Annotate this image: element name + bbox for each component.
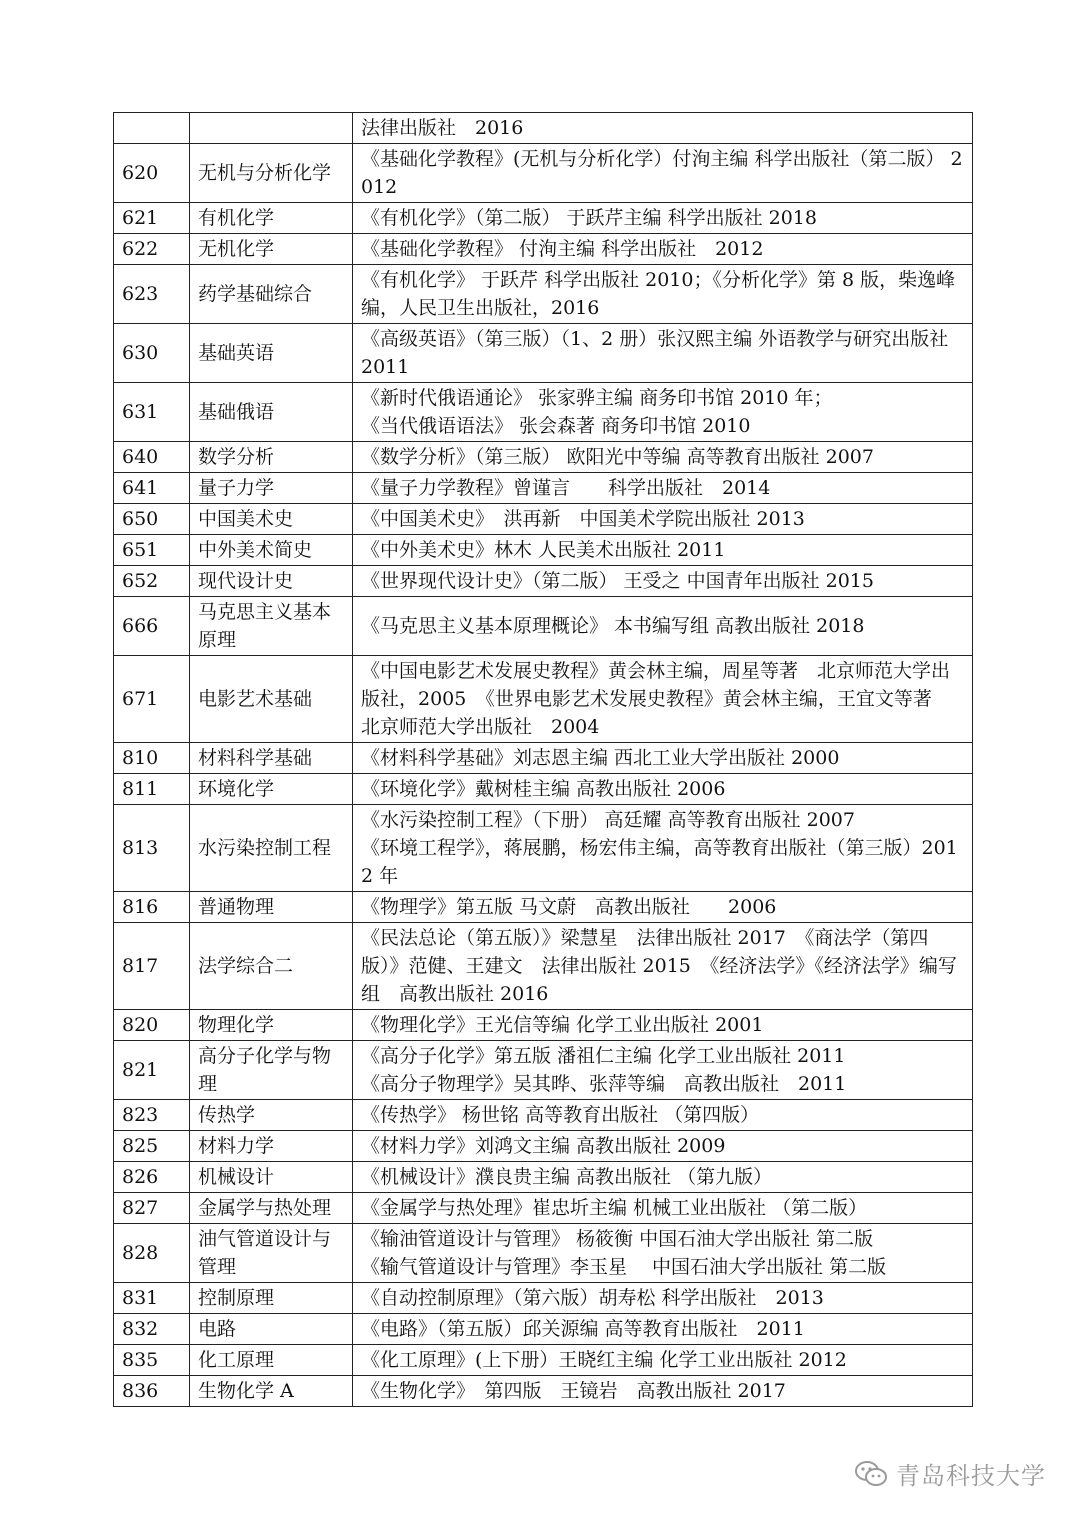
subject-cell: 材料科学基础 xyxy=(190,743,353,774)
course-code-cell: 621 xyxy=(114,203,190,234)
reference-book-entry: 《基础化学教程》 付洵主编 科学出版社 2012 xyxy=(361,238,764,260)
course-code-cell: 623 xyxy=(114,265,190,324)
course-code-cell xyxy=(114,113,190,144)
table-row xyxy=(114,656,973,743)
course-code-cell: 836 xyxy=(114,1376,190,1407)
course-code-cell: 650 xyxy=(114,504,190,535)
reference-book-entry: 《民法总论（第五版）》梁慧星 法律出版社 2017 《商法学（第四版）》范健、王建文 法律出版社 2015 《经济法学》《经济法学》编写组 高教出版社 2016 xyxy=(361,927,957,1005)
watermark xyxy=(854,1456,1046,1491)
table-body xyxy=(114,113,973,1407)
table-row xyxy=(114,892,973,923)
table-row xyxy=(114,203,973,234)
course-code-cell: 811 xyxy=(114,774,190,805)
reference-book-entry: 《有机化学》 于跃芹 科学出版社 2010；《分析化学》第 8 版，柴逸峰编，人民卫生出版社，2016 xyxy=(361,269,956,319)
reference-books-cell xyxy=(353,597,973,656)
reference-book-entry: 《机械设计》濮良贵主编 高教出版社 （第九版） xyxy=(361,1166,773,1188)
subject-cell: 水污染控制工程 xyxy=(190,805,353,892)
subject-cell: 数学分析 xyxy=(190,442,353,473)
table-row xyxy=(114,324,973,383)
reference-book-entry: 《化工原理》(上下册）王晓红主编 化学工业出版社 2012 xyxy=(361,1349,847,1371)
course-code-cell: 832 xyxy=(114,1314,190,1345)
reference-books-cell xyxy=(353,1100,973,1131)
reference-books-cell xyxy=(353,535,973,566)
subject-cell: 化工原理 xyxy=(190,1345,353,1376)
course-code-cell: 651 xyxy=(114,535,190,566)
reference-book-entry: 《新时代俄语通论》 张家骅主编 商务印书馆 2010 年； xyxy=(361,387,833,409)
course-code-cell: 823 xyxy=(114,1100,190,1131)
reference-books-cell xyxy=(353,1041,973,1100)
subject-cell: 有机化学 xyxy=(190,203,353,234)
reference-books-cell xyxy=(353,1345,973,1376)
watermark-text: 青岛科技大学 xyxy=(896,1462,1046,1490)
subject-cell: 基础英语 xyxy=(190,324,353,383)
reference-book-entry: 《自动控制原理》（第六版）胡寿松 科学出版社 2013 xyxy=(361,1287,824,1309)
table-row xyxy=(114,743,973,774)
subject-cell: 中外美术简史 xyxy=(190,535,353,566)
subject-cell: 无机化学 xyxy=(190,234,353,265)
reference-book-entry: 《材料科学基础》刘志恩主编 西北工业大学出版社 2000 xyxy=(361,747,840,769)
course-code-cell: 820 xyxy=(114,1010,190,1041)
reference-book-entry: 《电路》（第五版）邱关源编 高等教育出版社 2011 xyxy=(361,1318,805,1340)
course-code-cell: 666 xyxy=(114,597,190,656)
table-row xyxy=(114,535,973,566)
course-code-cell: 826 xyxy=(114,1162,190,1193)
subject-cell: 无机与分析化学 xyxy=(190,144,353,203)
reference-books-cell xyxy=(353,805,973,892)
subject-cell: 控制原理 xyxy=(190,1283,353,1314)
reference-book-entry: 《生物化学》 第四版 王镜岩 高教出版社 2017 xyxy=(361,1380,786,1402)
subject-cell: 高分子化学与物理 xyxy=(190,1041,353,1100)
reference-book-entry: 《传热学》 杨世铭 高等教育出版社 （第四版） xyxy=(361,1104,760,1126)
course-code-cell: 816 xyxy=(114,892,190,923)
subject-cell: 基础俄语 xyxy=(190,383,353,442)
table-row xyxy=(114,1283,973,1314)
reference-books-cell xyxy=(353,774,973,805)
table-row xyxy=(114,144,973,203)
table-row xyxy=(114,113,973,144)
subject-cell: 传热学 xyxy=(190,1100,353,1131)
course-code-cell: 817 xyxy=(114,923,190,1010)
course-code-cell: 641 xyxy=(114,473,190,504)
reference-book-entry: 《环境化学》戴树桂主编 高教出版社 2006 xyxy=(361,778,726,800)
subject-cell: 法学综合二 xyxy=(190,923,353,1010)
reference-books-cell xyxy=(353,1131,973,1162)
table-row xyxy=(114,774,973,805)
subject-cell: 药学基础综合 xyxy=(190,265,353,324)
reference-books-cell xyxy=(353,265,973,324)
table-row xyxy=(114,234,973,265)
reference-book-entry: 《高分子化学》第五版 潘祖仁主编 化学工业出版社 2011 xyxy=(361,1045,846,1067)
reference-book-table xyxy=(113,112,973,1407)
reference-books-cell xyxy=(353,324,973,383)
reference-books-cell xyxy=(353,1010,973,1041)
reference-books-cell xyxy=(353,1162,973,1193)
course-code-cell: 622 xyxy=(114,234,190,265)
table-row xyxy=(114,1162,973,1193)
reference-book-entry: 《当代俄语语法》 张会森著 商务印书馆 2010 xyxy=(361,415,751,437)
course-code-cell: 620 xyxy=(114,144,190,203)
reference-book-entry: 《材料力学》刘鸿文主编 高教出版社 2009 xyxy=(361,1135,726,1157)
reference-books-cell xyxy=(353,234,973,265)
subject-cell: 电影艺术基础 xyxy=(190,656,353,743)
reference-book-entry: 《高级英语》（第三版）（1、2 册）张汉熙主编 外语教学与研究出版社 2011 xyxy=(361,328,949,378)
reference-books-cell xyxy=(353,1314,973,1345)
table-row xyxy=(114,1345,973,1376)
reference-books-cell xyxy=(353,1224,973,1283)
course-code-cell: 630 xyxy=(114,324,190,383)
reference-book-entry: 《基础化学教程》(无机与分析化学）付洵主编 科学出版社（第二版） 2012 xyxy=(361,148,963,198)
table-row xyxy=(114,473,973,504)
course-code-cell: 631 xyxy=(114,383,190,442)
reference-book-entry: 《环境工程学》，蒋展鹏，杨宏伟主编，高等教育出版社（第三版）2012 年 xyxy=(361,837,958,887)
reference-book-entry: 《金属学与热处理》崔忠圻主编 机械工业出版社 （第二版） xyxy=(361,1197,868,1219)
reference-books-cell xyxy=(353,442,973,473)
reference-book-entry: 《马克思主义基本原理概论》 本书编写组 高教出版社 2018 xyxy=(361,615,865,637)
table-row xyxy=(114,1100,973,1131)
reference-books-cell xyxy=(353,473,973,504)
reference-books-cell xyxy=(353,923,973,1010)
table-row xyxy=(114,1131,973,1162)
table-row xyxy=(114,923,973,1010)
subject-cell xyxy=(190,113,353,144)
reference-books-cell xyxy=(353,892,973,923)
reference-books-cell xyxy=(353,1283,973,1314)
reference-books-cell xyxy=(353,566,973,597)
subject-cell: 机械设计 xyxy=(190,1162,353,1193)
table-row xyxy=(114,1010,973,1041)
subject-cell: 中国美术史 xyxy=(190,504,353,535)
course-code-cell: 827 xyxy=(114,1193,190,1224)
reference-book-entry: 《输气管道设计与管理》李玉星 中国石油大学出版社 第二版 xyxy=(361,1256,887,1278)
table-row xyxy=(114,1314,973,1345)
table-row xyxy=(114,597,973,656)
table-row xyxy=(114,265,973,324)
course-code-cell: 835 xyxy=(114,1345,190,1376)
subject-cell: 材料力学 xyxy=(190,1131,353,1162)
table-row xyxy=(114,442,973,473)
table-row xyxy=(114,1193,973,1224)
reference-book-entry: 《输油管道设计与管理》 杨筱衡 中国石油大学出版社 第二版 xyxy=(361,1228,874,1250)
table-row xyxy=(114,383,973,442)
subject-cell: 油气管道设计与管理 xyxy=(190,1224,353,1283)
course-code-cell: 821 xyxy=(114,1041,190,1100)
reference-books-cell xyxy=(353,1376,973,1407)
reference-book-entry: 《数学分析》（第三版） 欧阳光中等编 高等教育出版社 2007 xyxy=(361,446,874,468)
reference-books-cell xyxy=(353,113,973,144)
reference-book-entry: 《中国电影艺术发展史教程》黄会林主编，周星等著 北京师范大学出版社，2005 《世界电影艺术发展史教程》黄会林主编，王宜文等著 北京师范大学出版社 2004 xyxy=(361,660,951,738)
course-code-cell: 813 xyxy=(114,805,190,892)
table-row xyxy=(114,805,973,892)
table-row xyxy=(114,504,973,535)
reference-books-cell xyxy=(353,743,973,774)
reference-books-cell xyxy=(353,383,973,442)
subject-cell: 普通物理 xyxy=(190,892,353,923)
course-code-cell: 640 xyxy=(114,442,190,473)
reference-book-entry: 《物理学》第五版 马文蔚 高教出版社 2006 xyxy=(361,896,777,918)
reference-books-cell xyxy=(353,1193,973,1224)
course-code-cell: 831 xyxy=(114,1283,190,1314)
reference-book-entry: 《中外美术史》林木 人民美术出版社 2011 xyxy=(361,539,726,561)
wechat-icon xyxy=(854,1459,888,1489)
course-code-cell: 652 xyxy=(114,566,190,597)
subject-cell: 物理化学 xyxy=(190,1010,353,1041)
course-code-cell: 828 xyxy=(114,1224,190,1283)
reference-books-cell xyxy=(353,504,973,535)
reference-book-entry: 《世界现代设计史》（第二版） 王受之 中国青年出版社 2015 xyxy=(361,570,874,592)
course-code-cell: 810 xyxy=(114,743,190,774)
course-code-cell: 671 xyxy=(114,656,190,743)
course-code-cell: 825 xyxy=(114,1131,190,1162)
subject-cell: 金属学与热处理 xyxy=(190,1193,353,1224)
subject-cell: 量子力学 xyxy=(190,473,353,504)
reference-book-entry: 法律出版社 2016 xyxy=(361,117,524,139)
reference-books-cell xyxy=(353,144,973,203)
reference-book-entry: 《有机化学》（第二版） 于跃芹主编 科学出版社 2018 xyxy=(361,207,817,229)
reference-book-entry: 《高分子物理学》吴其晔、张萍等编 高教出版社 2011 xyxy=(361,1073,847,1095)
table-row xyxy=(114,1041,973,1100)
reference-book-entry: 《水污染控制工程》（下册） 高廷耀 高等教育出版社 2007 xyxy=(361,809,855,831)
subject-cell: 电路 xyxy=(190,1314,353,1345)
table-row xyxy=(114,1224,973,1283)
reference-book-entry: 《量子力学教程》曾谨言 科学出版社 2014 xyxy=(361,477,771,499)
subject-cell: 生物化学 A xyxy=(190,1376,353,1407)
subject-cell: 现代设计史 xyxy=(190,566,353,597)
subject-cell: 环境化学 xyxy=(190,774,353,805)
reference-book-entry: 《中国美术史》 洪再新 中国美术学院出版社 2013 xyxy=(361,508,805,530)
reference-books-cell xyxy=(353,656,973,743)
subject-cell: 马克思主义基本原理 xyxy=(190,597,353,656)
table-row xyxy=(114,1376,973,1407)
reference-books-cell xyxy=(353,203,973,234)
reference-book-entry: 《物理化学》王光信等编 化学工业出版社 2001 xyxy=(361,1014,764,1036)
table-row xyxy=(114,566,973,597)
